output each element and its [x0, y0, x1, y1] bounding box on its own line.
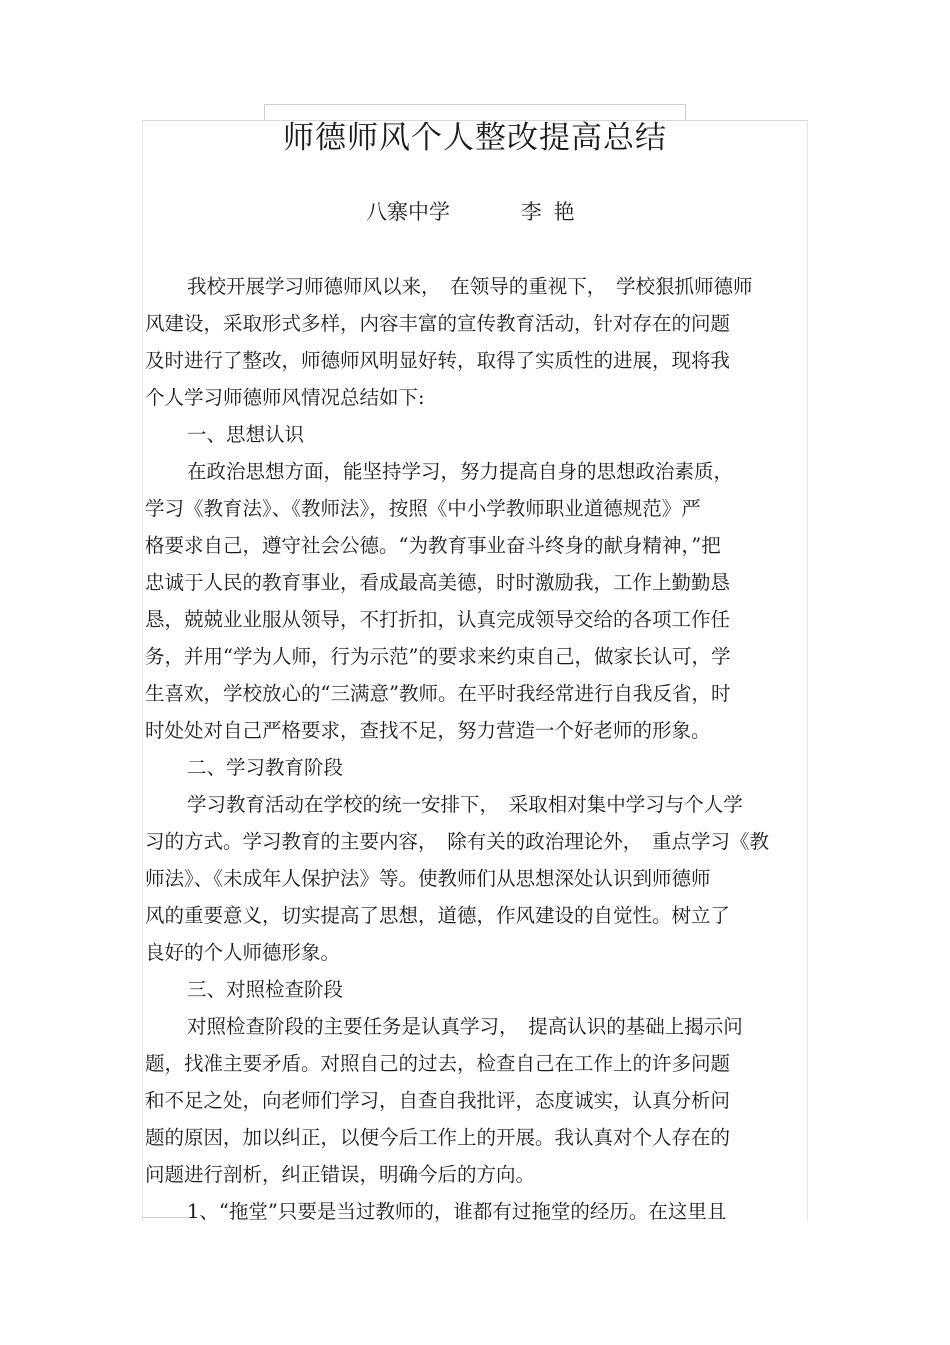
text-line: 我校开展学习师德师风以来， 在领导的重视下， 学校狠抓师德师 — [187, 275, 753, 298]
text-line: 二、学习教育阶段 — [187, 756, 344, 779]
text-line: 和不足之处，向老师们学习，自查自我批评，态度诚实，认真分析问 — [145, 1089, 731, 1112]
text-line: 生喜欢，学校放心的“三满意”教师。在平时我经常进行自我反省，时 — [145, 682, 731, 705]
author-name: 李艳 — [520, 200, 587, 224]
text-line: 在政治思想方面，能坚持学习，努力提高自身的思想政治素质， — [187, 460, 734, 483]
text-line: 个人学习师德师风情况总结如下: — [145, 386, 425, 409]
document-title: 师德师风个人整改提高总结 — [283, 120, 667, 156]
text-line: 格要求自己，遵守社会公德。“为教育事业奋斗终身的献身精神，”把 — [145, 534, 721, 557]
text-line: 习的方式。学习教育的主要内容， 除有关的政治理论外， 重点学习《教 — [145, 830, 770, 853]
text-line: 忠诚于人民的教育事业，看成最高美德，时时激励我，工作上勤勤恳 — [145, 571, 731, 594]
text-line: 学习《教育法》、《教师法》，按照《中小学教师职业道德规范》严 — [145, 497, 701, 520]
text-line: 及时进行了整改，师德师风明显好转，取得了实质性的进展，现将我 — [145, 349, 731, 372]
text-line: 风建设，采取形式多样，内容丰富的宣传教育活动，针对存在的问题 — [145, 312, 731, 335]
text-line: 题的原因，加以纠正，以便今后工作上的开展。我认真对个人存在的 — [145, 1126, 731, 1149]
document-body — [145, 268, 808, 1230]
text-line: 三、对照检查阶段 — [187, 978, 344, 1001]
text-line: 题，找准主要矛盾。对照自己的过去，检查自己在工作上的许多问题 — [145, 1052, 731, 1075]
text-line: 师法》、《未成年人保护法》等。使教师们从思想深处认识到师德师 — [145, 867, 711, 890]
text-line: 务，并用“学为人师，行为示范”的要求来约束自己，做家长认可，学 — [145, 645, 731, 668]
text-line: 对照检查阶段的主要任务是认真学习， 提高认识的基础上揭示问 — [187, 1015, 743, 1038]
text-line: 风的重要意义，切实提高了思想，道德，作风建设的自觉性。树立了 — [145, 904, 731, 927]
text-line: 良好的个人师德形象。 — [145, 941, 341, 964]
text-line: 学习教育活动在学校的统一安排下， 采取相对集中学习与个人学 — [187, 793, 743, 816]
text-line: 恳，兢兢业业服从领导，不打折扣，认真完成领导交给的各项工作任 — [145, 608, 731, 631]
author-school: 八寨中学 — [366, 200, 450, 224]
text-line: 1、“拖堂”只要是当过教师的，谁都有过拖堂的经历。在这里且 — [187, 1200, 727, 1223]
text-line: 一、思想认识 — [187, 423, 305, 446]
text-line: 时处处对自己严格要求，查找不足，努力营造一个好老师的形象。 — [145, 719, 711, 742]
text-line: 问题进行剖析，纠正错误，明确今后的方向。 — [145, 1163, 536, 1186]
author-line — [366, 196, 587, 228]
